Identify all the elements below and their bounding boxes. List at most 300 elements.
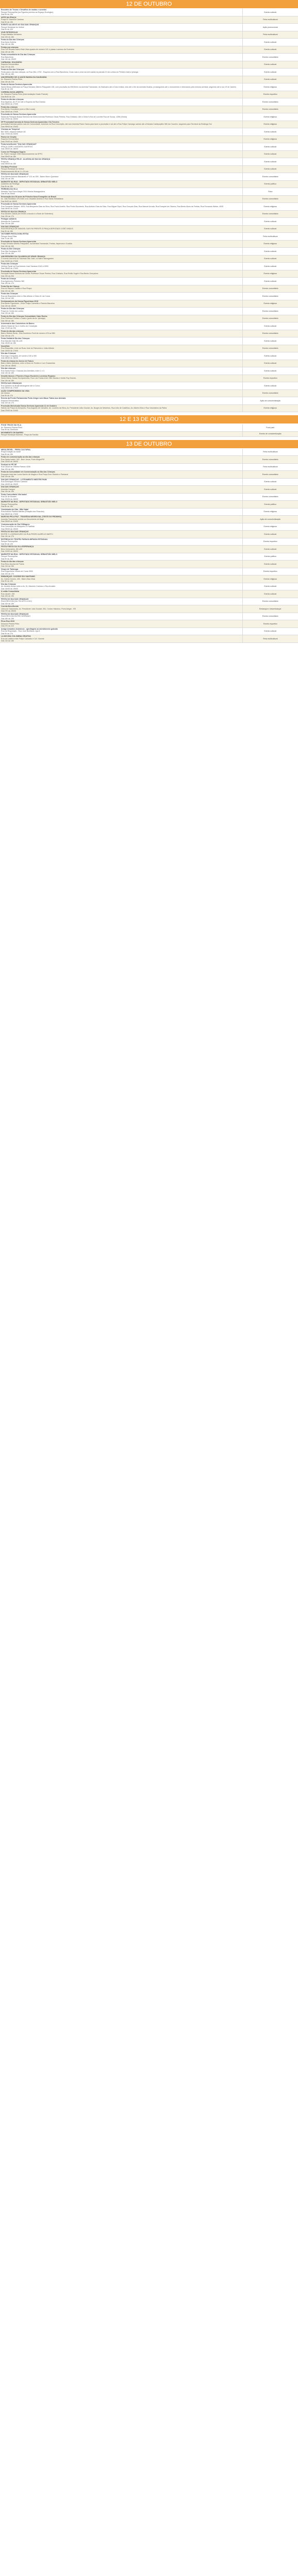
event-title: Comemoração do Dia 5 Milagres [1,523,30,526]
event-description-cell [0,404,242,412]
event-row [0,456,298,464]
event-row [0,493,298,501]
event-location: RUA ERECHIM ENTRE SERRANO [1,615,30,617]
event-location: ENTRE O LOGRADOURO DA RUA PEDRO AURÉLIO BARTH [1,533,53,535]
event-row [0,583,298,590]
event-time: Das 9h às 12h [1,543,13,545]
event-row [0,203,298,211]
event-location: Parque Dona Ritsa [1,235,17,238]
event-time: Das 14h às 18h [1,73,14,75]
event-location: Rua Itapema, de nº 110 até a Esquina da Rua Dioniso [1,100,46,103]
event-time: Das 14h às 16h [1,245,14,247]
event-row [0,135,298,143]
event-row [0,590,298,598]
event-row [0,46,298,54]
event-category-cell: Evento cultural [242,76,298,83]
event-time: Das 10h00 às 16h00 [1,498,19,500]
event-title: Evento da Frente Parlamentar Porto Alegre sem Maus Tratos aos Animais [1,397,66,399]
event-category-cell: Evento cultural [242,486,298,494]
event-row [0,471,298,479]
event-row [0,463,298,471]
event-description-cell [0,546,242,553]
event-title: CARNAVAL SOLIDÁRIO [1,61,22,63]
event-title: Festa das Crianças [1,293,18,295]
event-row [0,628,298,635]
event-category-cell: Evento cultural [242,69,298,76]
event-location: Praça do Centro da Lomba [1,310,24,312]
event-title: Festa do Dia das Crianças [1,69,24,71]
event-time: Das 9h às 16h [1,185,13,188]
event-category-cell: Evento cultural [242,150,298,158]
event-location: Rua Jogo Conquista, de número 150 a 390 [1,354,37,357]
event-location: Av. Eduardo Pereira Pinto [1,426,23,429]
event-location: Esquina Democrática [1,138,19,140]
event-title: Festa da criança do Anexo de Futuro [1,360,34,362]
event-description-cell [0,61,242,69]
event-row [0,404,298,412]
event-time: Das 12h00 às 18h00 [1,461,19,463]
event-title: FESTA CRIANÇA FELIZ - ALUSIVA AO DIA DA CRIANÇA [1,158,51,160]
event-row [0,61,298,69]
event-category-cell: Evento cultural [242,278,298,285]
event-location: Avenida Cacique [1,488,15,490]
event-description-cell [0,188,242,196]
event-title: Festa beneficente "DIA DAS CRIANÇAS" [1,143,37,145]
event-time: Das 14h às 19h30 [1,58,16,60]
event-row [0,240,298,248]
event-description-cell [0,300,242,308]
event-title: Festa do Dia das Crianças Comunidade Cabo Rocha [1,315,47,317]
event-location: da criança [1,392,10,394]
event-category-cell: Evento comunitário [242,54,298,61]
event-title: Procissão de Nossa Senhora Aparecida [1,240,36,243]
event-title: Procissão de Nossa Senhora Aparecida [1,113,36,115]
event-category-cell: Evento religioso [242,523,298,531]
event-location: Parque Municipal do Vertice [1,168,24,170]
event-description-cell [0,431,242,436]
event-row [0,113,298,121]
event-category-cell: Feira multicultural [242,31,298,39]
event-category-cell: Evento religioso [242,113,298,121]
event-description-cell [0,218,242,226]
event-row [0,128,298,136]
event-location: Rua Santa Isabel, 340 - Bom Jesus, Porto Alegre/RS [1,458,45,461]
event-description-cell [0,568,242,575]
event-location: Paróquia Nossa Senhora da Glória: Professor Oscar Pereira, Rua Cristiano, Rua Emilio Vogel e Rua Bento Gonçalves [1,273,98,275]
event-time: Das 07h às 15h30 [1,610,16,612]
event-row [0,605,298,613]
event-description-cell [0,449,242,456]
event-row [0,323,298,330]
event-row [0,121,298,128]
event-title: MARKETE NA RUA - DEPUTADO ESTADUAL SEBASTIÃO MELO [1,180,58,183]
event-category-cell: Evento comunitário [242,389,298,397]
event-time: Das 13h30 às 18h [1,342,16,344]
event-row [0,180,298,188]
event-time: Das 17h às 22h [1,65,14,68]
event-title: NovaVida [1,345,10,347]
event-title: ANIVERSÁRIO DA CIA ABSOLVE VIRAR CRIANÇA [1,255,45,258]
event-description-cell [0,76,242,83]
event-row [0,375,298,382]
event-description-cell [0,456,242,464]
event-row [0,523,298,531]
event-title: Festa Dia da Criança [1,285,20,287]
event-time: Das 9h às 12h [1,28,13,30]
event-row [0,424,298,431]
event-row [0,538,298,546]
event-location: Praça Dr. Mauricio Cardoso [1,19,24,21]
event-title: Festa Solidária Dia das Crianças [1,337,30,340]
event-row [0,635,298,643]
event-description-cell [0,345,242,352]
event-time: Das 09h00 às 12h00 [1,520,19,522]
event-row [0,300,298,308]
event-title: Procissão de Nossa Senhora Aparecida [1,203,36,205]
event-category-cell: Evento religioso [242,404,298,412]
event-title: FESTA DO DIA DAS CRIANÇAS [1,531,29,533]
event-category-cell: Evento comunitário [242,613,298,620]
event-title: FESTA DAS CRIANÇAS [1,382,22,384]
event-location: Rua Requeijão, entre as Ruas José do Patrocínio e João Alfredo [1,347,54,349]
event-row [0,76,298,83]
event-category-cell: Evento cultural [242,360,298,367]
event-location: Praça Mafalda Veríssimo [1,33,22,36]
event-location: Vielhos Parati na Rua Antonio José Santana 1040 a 9999 [1,265,48,267]
event-title: Desbravadores da Nossa Figueiriana 2019 [1,300,39,302]
event-location: Alberto Brasil de Sa e Coelho de Conceição [1,325,38,327]
event-row [0,367,298,375]
event-row [0,143,298,151]
event-title: Festa do dia das crianças [1,98,24,100]
event-title: Chemas ao Tempend [1,128,20,130]
event-category-cell: Evento esportivo [242,91,298,98]
event-category-cell: Evento esportivo [242,538,298,546]
event-title: Festa das Crianças [1,263,18,265]
event-description-cell [0,180,242,188]
event-description-cell [0,203,242,211]
event-time: Das 9h às 13h [1,13,13,15]
event-description-cell [0,424,242,431]
event-row [0,98,298,106]
event-description-cell [0,389,242,397]
event-time: Das 13h00 às 17h00 [1,349,19,352]
event-title: Procissão Motorizada Nossa Senhora Aparecida 12 de Outubro [1,404,57,407]
event-category-cell: Evento esportivo [242,620,298,628]
event-time: Das 10h às 19h [1,595,14,597]
event-description-cell [0,135,242,143]
event-category-cell: Embarque e desembarque [242,605,298,613]
event-title: Festa do Dia Crianças [1,248,21,250]
event-row [0,24,298,31]
event-title: ARTE NA PRAÇA [1,16,16,19]
event-description-cell [0,225,242,233]
event-location: Esquina Democrática [1,399,19,402]
event-category-cell: Evento cultural [242,46,298,54]
event-category-cell: Evento cultural [242,9,298,16]
event-description-cell [0,210,242,218]
event-row [0,188,298,196]
event-time: Das 17h00 às 23h00 [1,133,19,135]
event-location: Quilombo da Restinga [1,183,20,185]
event-category-cell: Evento cultural [242,531,298,538]
event-category-cell: Evento comunitário [242,285,298,293]
event-description-cell [0,323,242,330]
event-category-cell: Evento cultural [242,39,298,46]
event-category-cell: Evento religioso [242,575,298,583]
event-title: OKTOBER FESTA DONA RITSA [1,233,29,235]
event-description-cell [0,9,242,16]
event-category-cell: Evento comunitário [242,195,298,203]
event-time: Das 14h às 19h [1,490,14,493]
event-description-cell [0,155,242,166]
event-title: Pirus Run 2019 [1,620,14,622]
event-description-cell [0,195,242,203]
event-time: Das 9h às 16h [1,557,13,560]
event-time: Estacionamento 86 de 4 x 15 min [1,170,29,173]
event-category-cell: Evento cultural [242,165,298,173]
event-category-cell: Evento cultural [242,158,298,166]
event-row [0,225,298,233]
event-category-cell: Evento cultural [242,337,298,345]
event-location: Rua Marcílio Dias 36 a 80 [1,340,23,342]
event-location: Parque Municipal Marinha - Praça da Família [1,434,39,436]
event-title: Festa da Criança [1,278,16,280]
event-description-cell [0,24,242,31]
event-category-cell: Evento cultural [242,367,298,375]
event-title: DIA DAS CRIANÇAS [1,486,19,488]
event-description-cell [0,270,242,278]
event-time: Das 16h às 19h [1,617,14,620]
event-location: Parque Pernoupilha [1,503,18,505]
event-category-cell: Evento religioso [242,135,298,143]
event-category-cell: Evento cultural [242,323,298,330]
event-title: MEGA REVEL - FEIRA CULTURAL [1,448,31,451]
event-row [0,516,298,523]
event-description-cell [0,516,242,523]
event-title: Dia das Crianças [1,583,16,585]
event-description-cell [0,508,242,516]
event-title: Dia das Crianças [1,352,16,354]
event-time: Das 8h às 18h [1,505,13,507]
event-location: Rua Bento Figueiredo - Entre Felipe Camarão e Ramiro Barcelos [1,302,55,304]
event-location: Rua da Requisição - Rua José Bonifácio, loja 8 [1,630,40,632]
event-location: Rua Domingos Tenorio Cardoso [1,481,28,483]
event-time: Das 14h00 às 19h00 [1,587,19,590]
event-location: Av. Eduardo Pereira Pinto (Intermediação Grade Parede) [1,93,48,95]
event-category-cell: Evento político [242,501,298,509]
event-title: Festa comunitária do Dia das Crianças [1,54,36,56]
event-category-cell: Evento de conscientização [242,431,298,436]
event-title: FEIRINHA DA VILA [1,188,18,190]
event-location: Av. Eduardo Pereira Pinto [1,78,23,80]
event-category-cell: Evento cultural [242,255,298,263]
event-description-cell [0,330,242,337]
event-row [0,553,298,561]
event-location: Santa Maria, Nossa Sra Aparecida, Rua Lolo Farias entre São Nicolau e Irmão Ruy Gomes [1,377,76,379]
event-time: Das 14h às 18h [1,43,14,45]
event-category-cell: Evento cultural [242,143,298,151]
event-time: Das 13h às 17h [1,215,14,217]
event-location: Praça Ita [1,160,9,163]
event-row [0,39,298,46]
event-category-cell: Evento cultural [242,225,298,233]
event-title: Festa do dia das crianças [1,330,24,332]
event-title: Festa do dia das crianças [1,561,24,563]
event-location: Avenida Tramandaí sentido ao Monumento de Bagé [1,518,44,520]
event-category-cell: Evento comunitário [242,315,298,323]
event-time: Das 15h00 às 18h00 [1,148,19,150]
event-time: Das 10h às 18h [1,36,14,38]
event-location: PRAÇA ZAIRO HOEDERS GUERTES [1,145,33,148]
event-category-cell: Ação de conscientização [242,516,298,523]
event-title: Corrida Beneficente [1,605,19,607]
event-location: Rua Professor Freitas e Castro (perto da Av. Ipiranga) [1,317,45,319]
event-description-cell [0,121,242,128]
event-location: Rua Jacaré, 150 [1,592,15,595]
event-title: DP Procissão/Carreata de Nossa Senhora Aparecida e Da Terceira [1,121,59,123]
event-time: Das 13h às 18h00 [1,364,16,367]
event-category-cell: Evento cultural [242,218,298,226]
event-title: Desafio Idosos e Pioneiro Grupo Escoteiro Leoninos Regiono [1,375,56,377]
event-time: Das 9h às 20h00 [1,193,15,195]
event-title: Renovação dos 30 anos da Primeira Nova Evangelho do Brasil [1,195,56,198]
event-category-cell: Evento cultural [242,248,298,256]
event-time: Das 15h às 17h [1,282,14,284]
event-title: Festa das crianças [1,106,18,108]
event-category-cell: Evento político [242,553,298,561]
event-category-cell: Evento cultural [242,478,298,486]
event-row [0,620,298,628]
event-location: Rua da Requisitos entre a São Alfredo e Décio M. da Costa [1,295,50,297]
event-location: Parque Pernoupilha (na Figueira próximo ao Espaço Ecológico) [1,11,54,13]
event-category-cell: Evento político [242,180,298,188]
event-time: Das 9h às 23h00min [1,429,18,431]
event-title: Dia Baby+Festival [1,165,17,168]
event-description-cell [0,628,242,635]
event-row [0,173,298,181]
event-location: Rua São Domingos 333 [1,250,21,252]
event-title: Festa em comemoração ao dia das crianças [1,456,40,458]
event-title: Pedagio solidário [1,218,16,220]
event-row [0,575,298,583]
event-title: Encontro de Trovas e Desafios de modas e sonetos [1,9,47,11]
event-time: Das 09h00 às 17h00 [1,103,19,105]
event-time: Das 07h00 às 10h00 [1,118,19,120]
event-row [0,210,298,218]
event-location: Rua Álvares Cabral (em frente a escola e a Sede de Setembro) [1,213,54,215]
event-location: Enquanto total das Luzes Nacho de Alagóa e Rua Praça Dom Gianelo e Pantanal [1,473,69,476]
event-description-cell [0,308,242,315]
event-time: Das 11h às 18h [1,565,14,567]
event-description-cell [0,278,242,285]
event-category-cell: Evento cultural [242,61,298,69]
event-title: Caminhada da Vida - Mãe Natal [1,508,29,511]
event-location: Bairro Mário Quintana, entre a Beco do Tiroteio e Luiz Guaranhas [1,362,55,364]
event-description-cell [0,248,242,256]
event-row [0,16,298,24]
event-location: Rua Barcelona [1,56,13,58]
event-description-cell [0,285,242,293]
event-category-cell: Evento religioso [242,121,298,128]
event-category-cell: Evento comunitário [242,106,298,113]
event-description-cell [0,31,242,39]
event-time: Das 8h30 às 12h [1,95,15,98]
event-row [0,546,298,553]
event-location: RUA REGENÇA DE MANOEL DAS EM FRENTE À PRAÇA DEPUTADO JOSÉ OKÁLIS [1,228,73,230]
event-row [0,397,298,405]
events-table-13 [0,449,298,643]
event-time: Das 09h00 às 18h [1,163,16,165]
event-category-cell: Evento comunitário [242,598,298,605]
event-title: Procissão de Nossa Senhora Aparecida [1,270,36,273]
event-title: CORRIDA NOVA ABERTA [1,91,24,93]
event-category-cell: Evento religioso [242,270,298,278]
event-description-cell [0,598,242,605]
event-row [0,91,298,98]
event-row [0,568,298,575]
event-time: Das 13h00 às 17h00 [1,110,19,113]
event-category-cell: Evento comunitário [242,330,298,337]
event-description-cell [0,240,242,248]
event-time: Das 13h às 16h [1,223,14,225]
event-time: Das 10h às 17h [1,572,14,575]
event-category-cell: Evento religioso [242,240,298,248]
event-row [0,382,298,390]
event-time: Das 10h às 19h [1,602,14,605]
event-category-cell: Evento religioso [242,203,298,211]
event-location: Rua Zé de Moraes [1,496,16,498]
event-location: Av. Arnaldo Alvaro entre a Av. Dr. Mauricio Cardoso e Rua Arnaldo [1,585,56,587]
event-title: AÇÃO COMPROMISSO DA VIDA [1,389,29,392]
event-time: Das 11h00 às 18h00 [1,550,18,552]
event-time: Das 14h00 às 19h00 [1,483,19,485]
event-time: Das 9h00 às 16h00 [1,200,18,202]
event-time: Das 7h às 18h [1,238,13,240]
event-location: Rua Dona Zulmira [1,41,16,43]
event-description-cell [0,360,242,367]
event-title: FESTA DO DIA DAS CRIANÇAS [1,173,29,175]
event-category-cell: Evento comunitário [242,308,298,315]
event-row [0,531,298,538]
event-row [0,31,298,39]
event-category-cell: Feira multicultural [242,233,298,241]
event-location: Eduardo Pereira Pinto [1,622,20,625]
event-location: Parque Municipal do Vertice [1,26,24,28]
event-time: Das 11h às 18h [1,297,14,299]
event-description-cell [0,150,242,158]
event-time: Das 09h00 às 18h [1,155,16,158]
event-category-cell: Evento comunitário [242,173,298,181]
event-row [0,449,298,456]
event-title: FESTA DO DIA DA CRIANÇA [1,210,26,213]
event-row [0,308,298,315]
event-title: DIA DAS CRIANÇAS - LOTEAMENTO MESTRE PAIM [1,478,47,481]
event-category-cell: Evento cultural [242,561,298,568]
event-time: Das 12h às 18h [1,252,14,255]
event-location: Saída da Paróquia Nossa Senhora da Glória avenida Professor Oscar Pereira, Rua Cristiano. Até a Gruta N.Sra de Lourdes Rua de Sousa, 1256 (Glória) [1,115,127,118]
event-row [0,598,298,605]
event-time: Das 10h às 17h [1,402,14,404]
event-time: Das 9h às 12h [1,580,13,582]
event-row [0,431,298,436]
event-row [0,508,298,516]
event-category-cell: Evento esportivo [242,375,298,382]
event-time: Das 9h às 19h [1,453,13,455]
event-time: Das 11h00 às 17h00 [1,260,18,262]
event-location: Rua Fernando Webber, 4925, Rua Benjamim Dias da Silva, Rua Paulo Aurélio, Rua Pedro Escobedo, Rua Antônio Dias da Silva, Rua Miguel Dipol, Rua Gonçalo Dias, Rua Manoel Arruda, Rua Ezequiel de Oliveira, Rua Bento Alves de Freitas, Rua Fernando Weber, 4925 [1,205,224,208]
event-time: Das 14h às 18h [1,379,14,382]
